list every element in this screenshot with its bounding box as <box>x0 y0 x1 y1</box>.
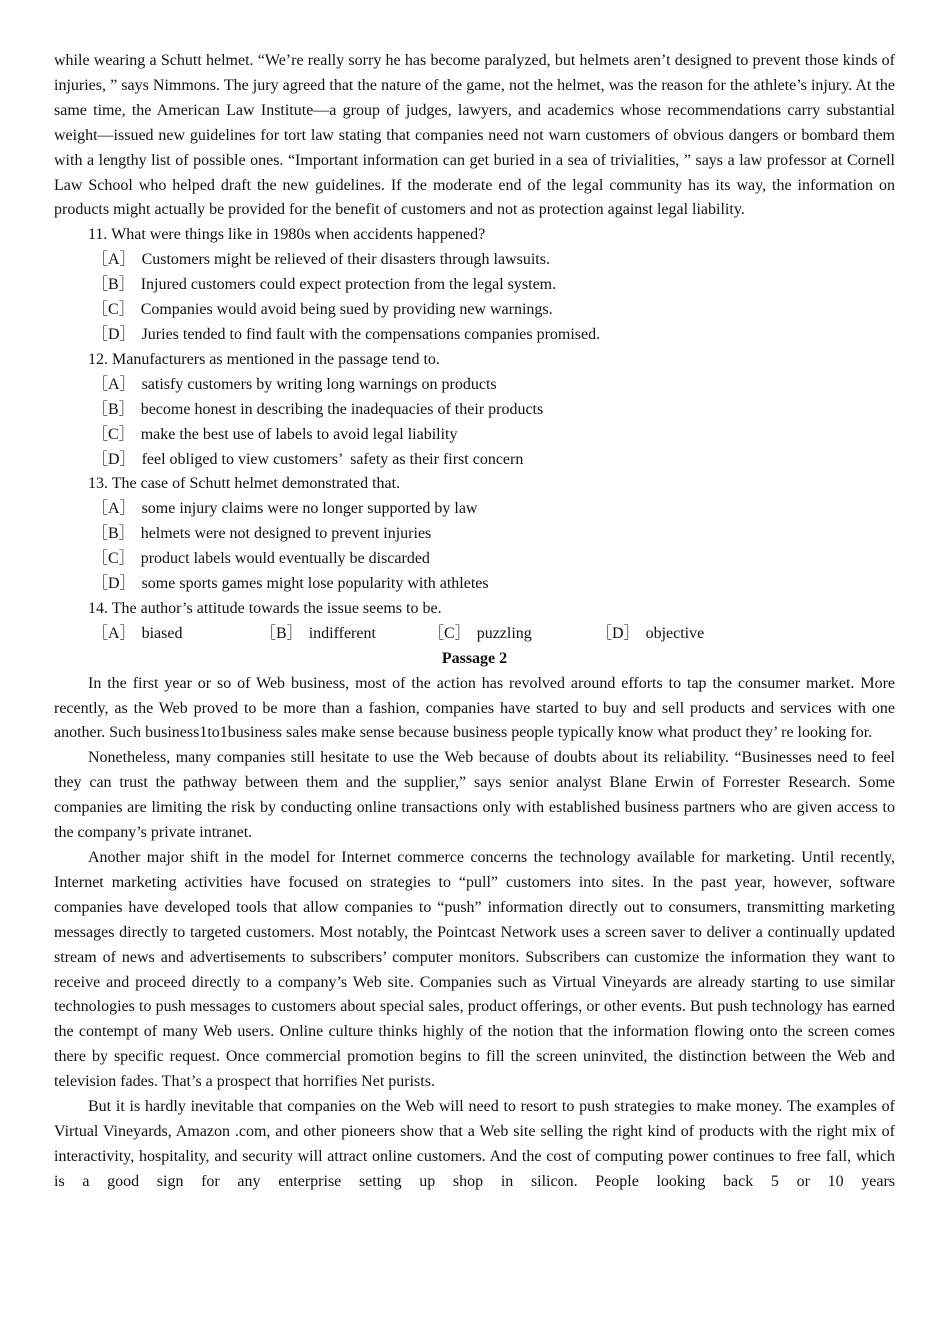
option-letter: ［D］ <box>92 450 136 468</box>
option-c <box>54 547 895 572</box>
option-text: objective <box>645 624 705 642</box>
option-b <box>260 622 428 647</box>
option-d <box>54 572 895 597</box>
option-a <box>54 497 895 522</box>
option-text: make the best use of labels to avoid legal liability <box>140 425 458 443</box>
option-d <box>54 448 895 473</box>
option-letter: ［B］ <box>92 525 135 543</box>
option-letter: ［D］ <box>92 575 136 593</box>
option-c <box>54 298 895 323</box>
passage-2-heading: Passage 2 <box>441 649 508 667</box>
option-text: become honest in describing the inadequacies of their products <box>140 400 544 418</box>
option-d <box>596 622 764 647</box>
option-text: Companies would avoid being sued by providing new warnings. <box>140 301 553 319</box>
option-letter: ［A］ <box>92 624 136 642</box>
passage2-paragraph-4: But it is hardly inevitable that companies on the Web will need to resort to push strategies to make money. The examples of Virtual Vineyards, Amazon .com, and other pioneers show that a Web site selling the right kind of products with the right mix of interactivity, hospitality, and security will attract online customers. And the cost of computing power continues to free fall, which is a good sign for any enterprise setting up shop in silicon. People looking back 5 or 10 years <box>54 1098 895 1190</box>
option-letter: ［C］ <box>428 624 471 642</box>
option-letter: ［C］ <box>92 301 135 319</box>
option-text: some injury claims were no longer supported by law <box>141 500 478 518</box>
option-a <box>92 622 260 647</box>
option-a <box>54 248 895 273</box>
option-b <box>54 398 895 423</box>
option-text: helmets were not designed to prevent injuries <box>140 525 432 543</box>
option-text: some sports games might lose popularity with athletes <box>141 575 489 593</box>
option-letter: ［C］ <box>92 550 135 568</box>
option-d <box>54 323 895 348</box>
option-b <box>54 273 895 298</box>
option-letter: ［B］ <box>260 624 303 642</box>
question-13 <box>54 472 895 597</box>
question-stem: 13. The case of Schutt helmet demonstrated that. <box>88 475 401 493</box>
option-c <box>54 423 895 448</box>
option-a <box>54 373 895 398</box>
passage2-paragraph-1: In the first year or so of Web business, most of the action has revolved around efforts to tap the consumer market. More recently, as the Web proved to be more than a fashion, companies have started to buy and sell products and services with one another. Such business1to1business sales make sense because business people typically know what product they’ re looking for. <box>54 674 895 742</box>
option-letter: ［A］ <box>92 375 136 393</box>
option-letter: ［D］ <box>92 325 136 343</box>
passage1-paragraph: while wearing a Schutt helmet. “We’re really sorry he has become paralyzed, but helmets aren’t designed to prevent those kinds of injuries, ” says Nimmons. The jury agreed that the nature of the game, not the helmet, was the reason for the athlete’s injury. At the same time, the American Law Institute—a group of judges, lawyers, and academics whose recommendations carry substantial weight—issued new guidelines for tort law stating that companies need not warn customers of obvious dangers or bombard them with a lengthy list of possible ones. “Important information can get buried in a sea of trivialities, ” says a law professor at Cornell Law School who helped draft the new guidelines. If the moderate end of the legal community has its way, the information on products might actually be provided for the benefit of customers and not as protection against legal liability. <box>54 52 895 219</box>
option-c <box>428 622 596 647</box>
passage2-paragraph-2: Nonetheless, many companies still hesitate to use the Web because of doubts about its reliability. “Businesses need to feel they can trust the pathway between them and the supplier,” says senior analyst Blane Erwin of Forrester Research. Some companies are limiting the risk by conducting online transactions only with established business partners who are given access to the company’s private intranet. <box>54 749 895 842</box>
option-letter: ［A］ <box>92 251 136 269</box>
document-page <box>54 49 895 1195</box>
passage2-paragraph-3: Another major shift in the model for Internet commerce concerns the technology available for marketing. Until recently, Internet marketing activities have focused on strategies to “pull” customers into sites. In the past year, however, software companies have developed tools that allow companies to “push” information directly out to consumers, transmitting marketing messages directly to targeted customers. Most notably, the Pointcast Network uses a screen saver to deliver a continually updated stream of news and advertisements to subscribers’ computer monitors. Subscribers can customize the information they want to receive and proceed directly to a company’s Web site. Companies such as Virtual Vineyards are already starting to use similar technologies to push messages to customers about special sales, product offerings, or other events. But push technology has earned the contempt of many Web users. Online culture thinks highly of the notion that the information flowing onto the screen comes there by specific request. Once commercial promotion begins to fill the screen uninvited, the distinction between the Web and television fades. That’s a prospect that horrifies Net purists. <box>54 849 895 1091</box>
option-text: puzzling <box>476 624 532 642</box>
question-14 <box>54 597 895 647</box>
option-letter: ［D］ <box>596 624 640 642</box>
option-letter: ［B］ <box>92 276 135 294</box>
question-stem: 12. Manufacturers as mentioned in the passage tend to. <box>88 350 440 368</box>
option-letter: ［B］ <box>92 400 135 418</box>
option-letter: ［A］ <box>92 500 136 518</box>
option-text: biased <box>141 624 183 642</box>
option-text: Juries tended to find fault with the compensations companies promised. <box>141 325 601 343</box>
question-stem: 14. The author’s attitude towards the issue seems to be. <box>88 599 442 617</box>
option-row <box>54 622 895 647</box>
option-text: Injured customers could expect protection from the legal system. <box>140 276 557 294</box>
question-12 <box>54 348 895 473</box>
option-text: Customers might be relieved of their disasters through lawsuits. <box>141 251 550 269</box>
option-b <box>54 522 895 547</box>
question-11 <box>54 223 895 348</box>
option-text: feel obliged to view customers’ safety as their first concern <box>141 450 524 468</box>
option-letter: ［C］ <box>92 425 135 443</box>
option-text: satisfy customers by writing long warnings on products <box>141 375 497 393</box>
option-text: product labels would eventually be discarded <box>140 550 430 568</box>
option-text: indifferent <box>308 624 376 642</box>
question-stem: 11. What were things like in 1980s when accidents happened? <box>88 226 486 244</box>
